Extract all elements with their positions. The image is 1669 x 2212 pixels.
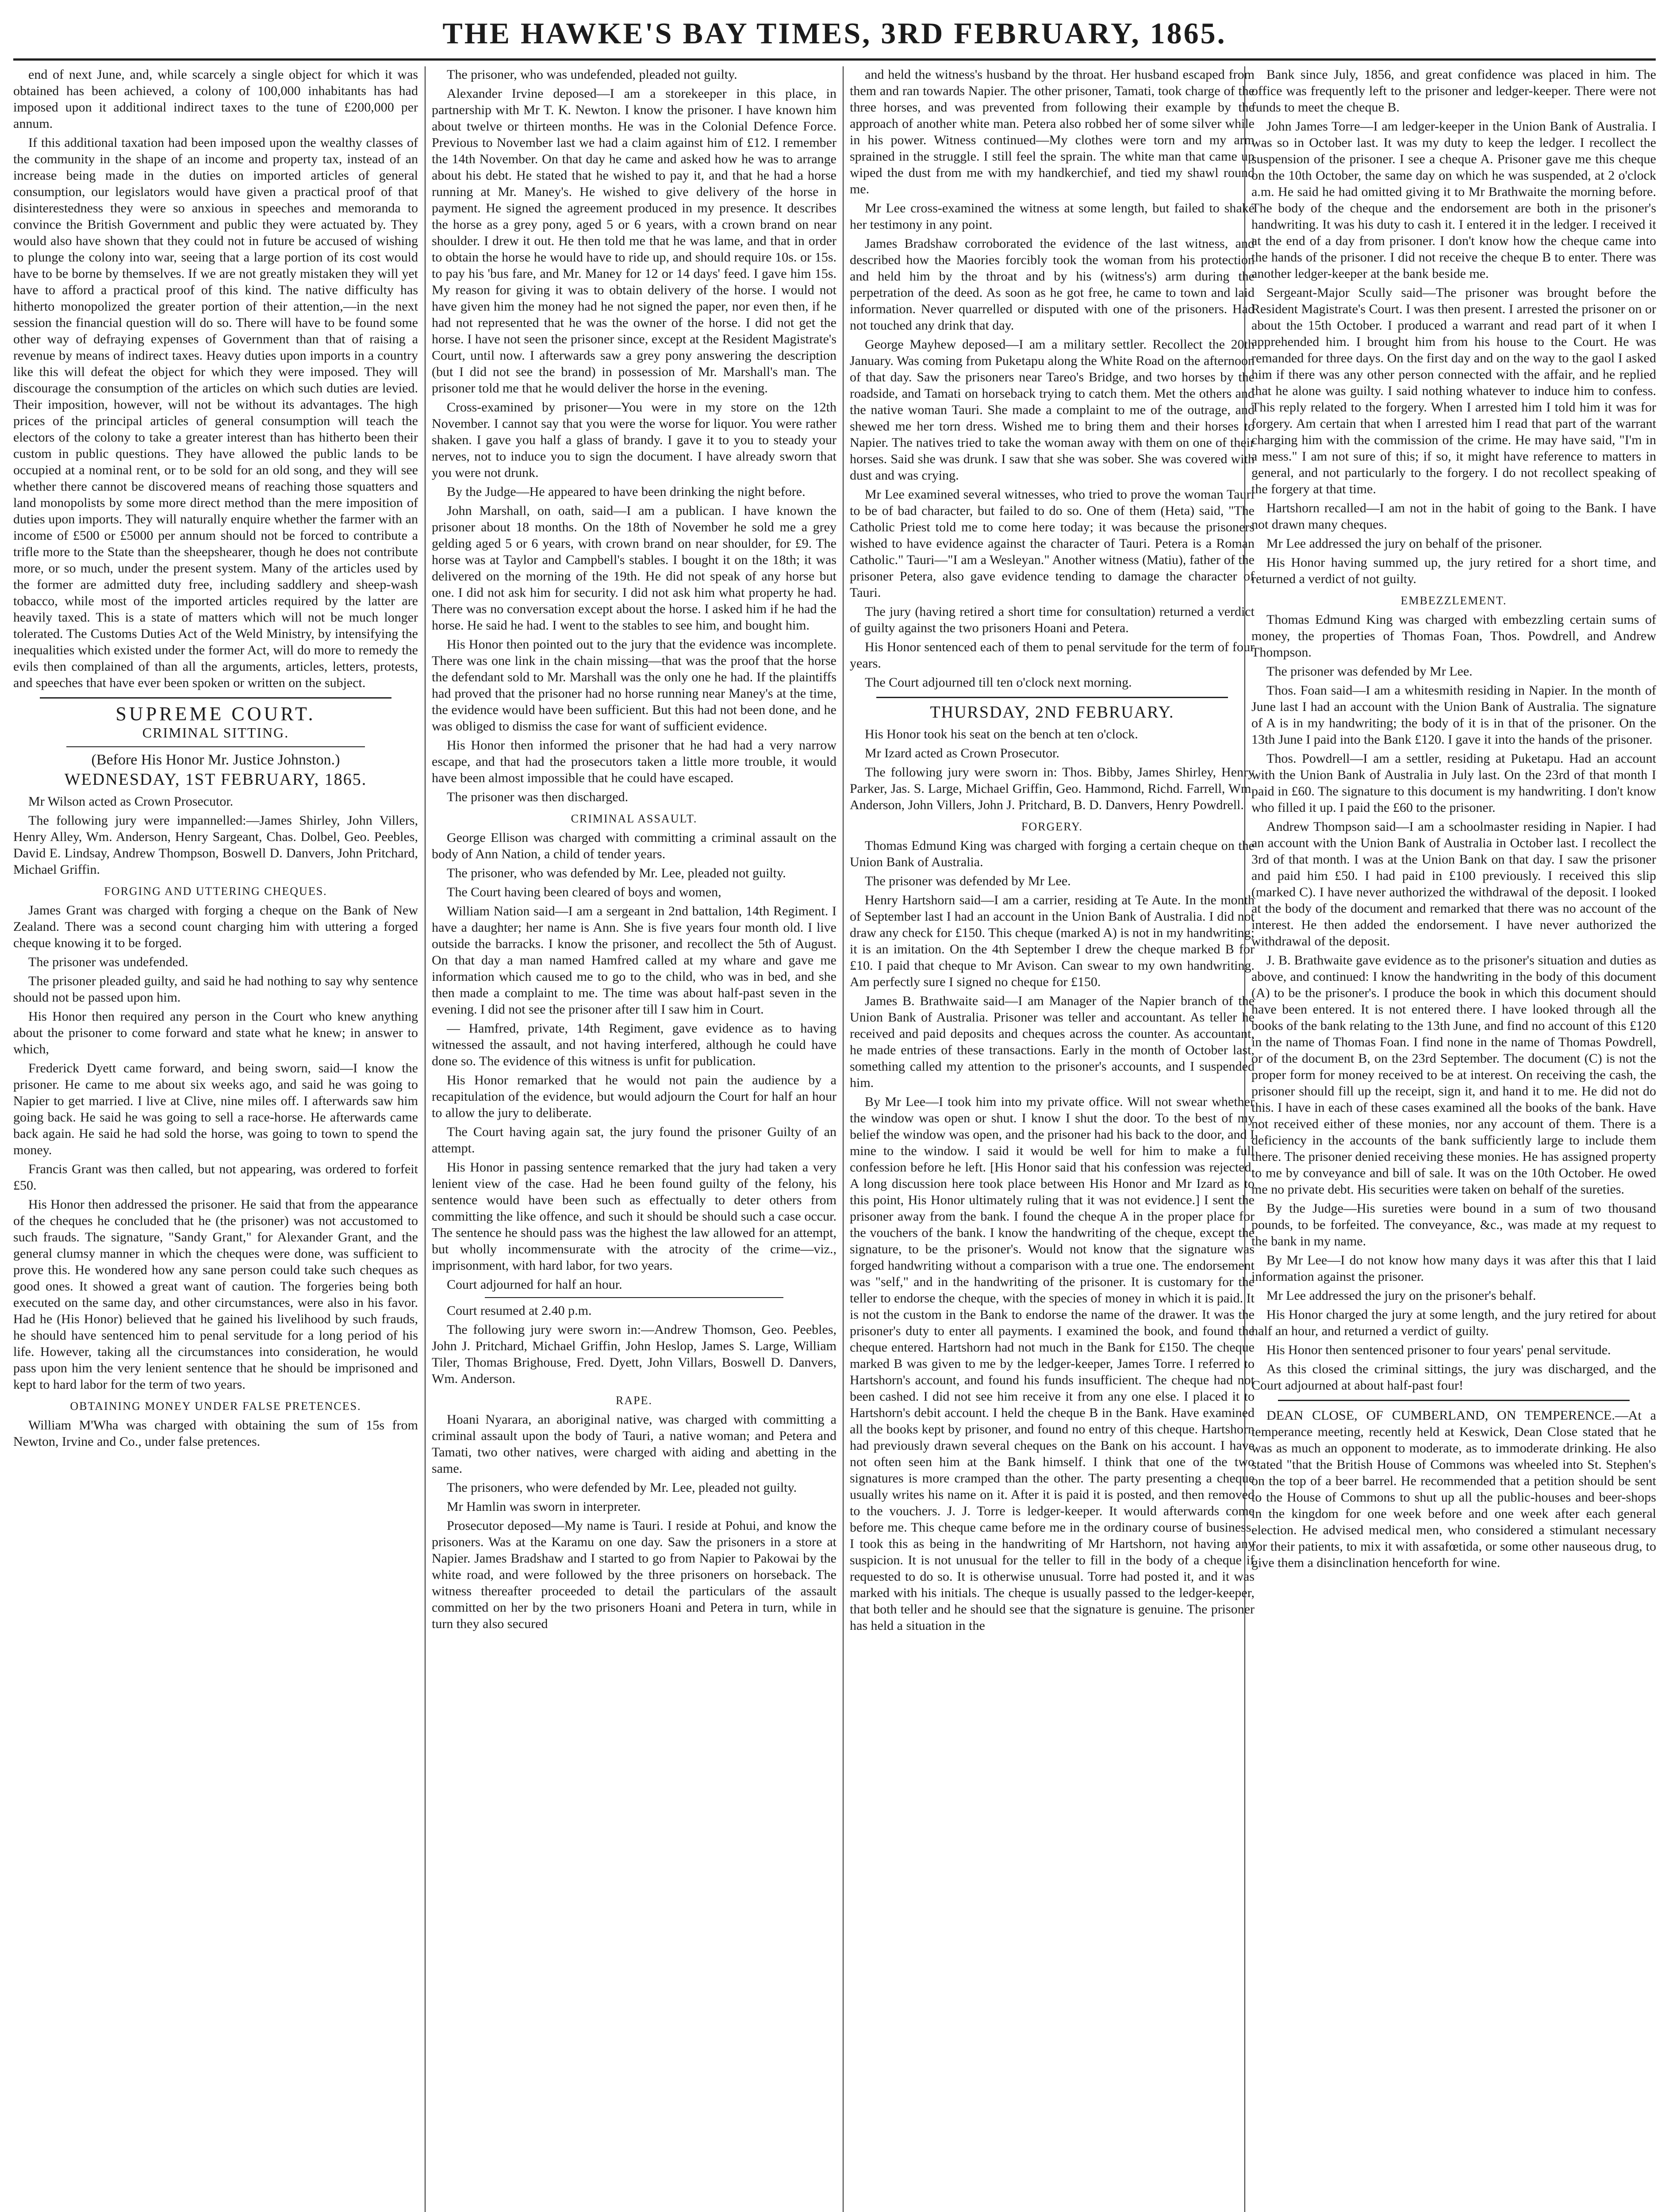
paragraph: Hartshorn recalled—I am not in the habit of going to the Bank. I have not drawn many cheques. [1251, 501, 1656, 532]
paragraph: The following jury were sworn in: Thos. Bibby, James Shirley, Henry Parker, Jas. S. Large, Michael Griffin, Geo. Hammond, Richd. Farrell, Wm. Anderson, John Villers, John J. Pritchard, B. D. Danvers, Henry Powdrell. [850, 765, 1255, 812]
paragraph: John Marshall, on oath, said—I am a publican. I have known the prisoner about 18 months. On the 18th of November he sold me a grey gelding aged 5 or 6 years, with crown brand on near shoulder, for £9. The horse was at Taylor and Campbell's stables. I bought it on the 18th; it was delivered on the morning of the 19th. He did not speak of any horse but one. I did not ask him for security. I did not ask him what property he had. There was no conversation except about the horse. I asked him if he had the horse. He said he had. I went to the stables to see him, and bought him. [432, 503, 836, 633]
paragraph: J. B. Brathwaite gave evidence as to the prisoner's situation and duties as above, and continued: I know the handwriting in the body of this document (A) to be the prisoner's. I produce the book in which this document should have been entered. It is not entered there. I have looked through all the books of the bank relating to the 13th June, and find no account of this £120 in the name of Thomas Foan. I find none in the name of Thomas Powdrell, or of the document B, on the 23rd September. The document (C) is not the proper form for money received to be at interest. On receiving the cash, the prisoner should fill up the receipt, sign it, and hand it to me. He did not do this. I have in each of these cases examined all the books of the bank. Have not received either of these monies, nor any account of them. There is a deficiency in the accounts of the bank sufficiently large to include them there. The prisoner denied receiving these monies. He has assigned property to me by conveyance and bill of sale. It was on the 10th October. He owed me no private debt. His securities were taken on behalf of the sureties. [1251, 953, 1656, 1197]
case-rape [432, 1411, 836, 1632]
paragraph: If this additional taxation had been imposed upon the wealthy classes of the community in the shape of an income and property tax, instead of an increase being made in the duties on imported articles of general consumption, our legislators would have given a practical proof of that disinterestedness they were so anxious in speeches and memoranda to convince the British Government and public they were actuated by. They would also have shown that they could not in future be accused of wishing to plunge the colony into war, seeing that a large portion of its cost would have to be borne by themselves. If we are not greatly mistaken they will yet have to afford a practical proof of this kind. The native difficulty has hitherto monopolized the greater portion of their attention,—in the next session the financial question will do so. There will have to be found some other way of defraying expenses of Government than that of raising a revenue by means of indirect taxes. Heavy duties upon imports in a country like this will defeat the object for which they were imposed. They will discourage the consumption of the articles on which such duties are levied. Their imposition, however, will not be without its advantages. The high prices of the principal articles of general consumption will teach the electors of the colony to take a greater interest than has hitherto been their custom in public questions. They have allowed the public lands to be occupied at a nominal rent, or to be sold for an old song, and they will see whether there cannot be discovered means of reaching those squatters and land monopolists by some more direct method than the mere imposition of duties upon imports. They will naturally enquire whether the farmer with an income of £500 or £5000 per annum should not be forced to contribute a trifle more to the State than the sheepshearer, though he does not contribute more, or so much, under the present system. Many of the articles used by the former are admitted duty free, including saddlery and sheep-wash tobacco, while most of the imported articles required by the latter are heavily taxed. This is a state of matters which will not be much longer tolerated. The Customs Duties Act of the Weld Ministry, by intensifying the inequalities which existed under the former Act, will do more to remedy the evils then complained of than all the arguments, articles, letters, protests, and speeches that have ever been spoken or written on the subject. [13, 135, 418, 690]
paragraph: His Honor remarked that he would not pain the audience by a recapitulation of the evidence, but would adjourn the Court for half an hour to allow the jury to deliberate. [432, 1073, 836, 1120]
paragraph: Alexander Irvine deposed—I am a storekeeper in this place, in partnership with Mr T. K. Newton. I know the prisoner. I have known him about twelve or thirteen months. He was in the Colonial Defence Force. Previous to November last we had a claim against him of £12. I remember the 14th November. On that day he came and asked how he was to arrange about his debt. He stated that he wished to pay it, and that he had a horse running at Mr. Maney's. He wished to give delivery of the horse in payment. He signed the agreement produced in my presence. It describes the horse as a grey pony, aged 5 or 6 years, with a crown brand on near shoulder. I drew it out. He then told me that he was lame, and that in order to obtain the horse he would have to ride up, and should require 10s. or 15s. to pay his 'bus fare, and Mr. Maney for 12 or 14 days' feed. I gave him 15s. My reason for giving it was to obtain delivery of the horse. I would not have given him the money had he not signed the paper, nor even then, if he had not represented that he was the owner of the horse. I did not get the horse. I have not seen the prisoner since, except at the Resident Magistrate's Court, until now. I afterwards saw a grey pony answering the description (but I did not see the brand) in possession of Mr. Marshall's man. The prisoner told me that he would deliver the horse in the evening. [432, 86, 836, 396]
paragraph: John James Torre—I am ledger-keeper in the Union Bank of Australia. I was so in October last. It was my duty to keep the ledger. I recollect the suspension of the prisoner. I see a cheque A. Prisoner gave me this cheque on the 10th October, the same day on which he was suspended, at 2 o'clock a.m. He said he had omitted giving it to Mr Brathwaite the morning before. The body of the cheque and the endorsement are both in the prisoner's handwriting. It was his duty to cash it. I entered it in the ledger. I received it at the end of a day from prisoner. I don't know how the cheque came into the hands of the prisoner. I did not receive the cheque B to enter. There was another ledger-keeper at the bank beside me. [1251, 119, 1656, 281]
masthead: THE HAWKE'S BAY TIMES, 3RD FEBRUARY, 1865. [442, 16, 1227, 50]
paragraph: The jury (having retired a short time for consultation) returned a verdict of guilty against the two prisoners Hoani and Petera. [850, 604, 1255, 635]
column-rule [425, 66, 426, 2212]
paragraph: William Nation said—I am a sergeant in 2nd battalion, 14th Regiment. I have a daughter; her name is Ann. She is five years four month old. I live outside the barracks. I know the prisoner, and recollect the 5th of August. On that day a man named Hamfred called at my whare and gave me information which caused me to go to the child, who was in bed, and she then made a complaint to me. The time was about half-past seven in the evening. I did not see the prisoner after till I saw him in Court. [432, 904, 836, 1017]
paragraph: His Honor took his seat on the bench at ten o'clock. [865, 727, 1138, 741]
court-before: (Before His Honor Mr. Justice Johnston.) [91, 752, 340, 768]
article-dean-close [1251, 1407, 1656, 1571]
case-heading: FORGERY. [1021, 820, 1083, 833]
paragraph: Thos. Powdrell—I am a settler, residing at Puketapu. Had an account with the Union Bank of Australia in July last. On the 23rd of that month I paid in £60. The signature to this document is my handwriting. I don't know who filled it up. I paid the £60 to the prisoner. [1251, 751, 1656, 815]
paragraph: end of next June, and, while scarcely a single object for which it was obtained has been achieved, a colony of 100,000 inhabitants has had imposed upon it additional indirect taxes to the tune of £200,000 per annum. [13, 67, 418, 131]
case-assault [432, 830, 836, 1293]
paragraph: George Ellison was charged with committing a criminal assault on the body of Ann Nation, a child of tender years. [432, 830, 836, 861]
case-forgery [850, 837, 1255, 1634]
paragraph: Henry Hartshorn said—I am a carrier, residing at Te Aute. In the month of September last I had an account in the Union Bank of Australia. I did not draw any check for £150. This cheque (marked A) is not in my handwriting; it is an imitation. On the 4th September I drew the cheque marked B for £10. I paid that cheque to Mr Avison. Can swear to my own handwriting. Am perfectly sure I signed no cheque for £150. [850, 893, 1255, 989]
section-rule [876, 697, 1228, 698]
paragraph: Bank since July, 1856, and great confidence was placed in him. The office was frequently left to the prisoner and ledger-keeper. There were not funds to meet the cheque B. [1251, 67, 1656, 115]
paragraph: His Honor then required any person in the Court who knew anything about the prisoner to come forward and state what he knew; in answer to which, [13, 1009, 418, 1056]
section-rule [1278, 1400, 1630, 1401]
column-1 [13, 66, 418, 2212]
case-heading: RAPE. [616, 1394, 652, 1407]
case-false-pretences [13, 1417, 418, 1450]
paragraph: Thomas Edmund King was charged with forging a certain cheque on the Union Bank of Australia. [850, 838, 1255, 869]
court-resumed [432, 1302, 836, 1387]
paragraph: The Court having again sat, the jury found the prisoner Guilty of an attempt. [432, 1125, 836, 1156]
section-title: SUPREME COURT. [115, 703, 316, 725]
paragraph: His Honor then sentenced prisoner to four years' penal servitude. [1266, 1343, 1611, 1357]
paragraph: The prisoners, who were defended by Mr. Lee, pleaded not guilty. [447, 1480, 797, 1495]
paragraph: Mr Lee examined several witnesses, who tried to prove the woman Tauri to be of bad character, but failed to do so. One of them (Heta) said, "The Catholic Priest told me to come here today; it was because the prisoners wished to have evidence against the character of Tauri. Petera is a Roman Catholic." Tauri—"I am a Wesleyan." Another witness (Matiu), father of the prisoner Petera, also gave evidence tending to damage the character of Tauri. [850, 487, 1255, 600]
paragraph: His Honor then addressed the prisoner. He said that from the appearance of the cheques he concluded that he (the prisoner) was not accustomed to such frauds. The signature, "Sandy Grant," for Alexander Grant, and the general clumsy manner in which the cheques were done, was sufficient to prove this. He wondered how any sane person could take such cheques as good ones. It showed a great want of caution. The forgeries being both executed on the same day, and other circumstances, were also in his favor. Had he (His Honor) believed that he gained his livelihood by such frauds, he should have sentenced him to penal servitude for a long period of his life. However, taking all the circumstances into consideration, he would pass upon him the very lenient sentence that he should be imprisoned and kept to hard labor for the term of two years. [13, 1197, 418, 1392]
paragraph: As this closed the criminal sittings, the jury was discharged, and the Court adjourned at about half-past four! [1251, 1362, 1656, 1393]
column-3 [850, 66, 1255, 2212]
divider [485, 1297, 783, 1298]
paragraph: The following jury were sworn in:—Andrew Thomson, Geo. Peebles, John J. Pritchard, Michael Griffin, John Heslop, James S. Large, William Tiler, Thomas Brighouse, Fred. Dyett, John Villars, Boswell D. Danvers, Wm. Anderson. [432, 1322, 836, 1386]
paragraph: The prisoner, who was defended by Mr. Lee, pleaded not guilty. [447, 866, 786, 880]
paragraph: Court resumed at 2.40 p.m. [447, 1303, 592, 1318]
paragraph: DEAN CLOSE, OF CUMBERLAND, ON TEMPERENCE.—At a temperance meeting, recently held at Keswick, Dean Close stated that he was as much an opponent to moderate, as to immoderate drinking. He also stated "that the British House of Commons was wheeled into St. Stephen's on the top of a beer barrel. He recommended that a petition should be sent to the House of Commons to shut up all the public-houses and beer-shops in the kingdom for one week before and one week after each general election. He advised medical men, who considered a stimulant necessary for their patients, to mix it with assafœtida, or some other nauseous drug, to give them a disinclination henceforth for wine. [1251, 1408, 1656, 1570]
section-subtitle: CRIMINAL SITTING. [142, 725, 289, 741]
paragraph: The following jury were impannelled:—James Shirley, John Villers, Henry Alley, Wm. Anderson, Henry Sargeant, Chas. Dolbel, Geo. Peebles, David E. Lindsay, Andrew Thompson, Boswell D. Danvers, John Pritchard, Michael Griffin. [13, 813, 418, 877]
divider [66, 746, 365, 747]
paragraph: The prisoner was then discharged. [447, 790, 629, 804]
paragraph: The prisoner pleaded guilty, and said he had nothing to say why sentence should not be passed upon him. [13, 974, 418, 1005]
court-date: WEDNESDAY, 1ST FEBRUARY, 1865. [64, 770, 367, 789]
section-rule [40, 697, 391, 699]
case-embezzlement [1251, 611, 1656, 1394]
paragraph: Court adjourned for half an hour. [447, 1277, 622, 1292]
paragraph: James Bradshaw corroborated the evidence of the last witness, and described how the Maories forcibly took the woman from his protection and held him by the throat and by his (witness's) arm during the perpetration of the deed. As soon as he got free, he came to town and laid information. Never quarrelled or disputed with one of the prisoners. Had not touched any drink that day. [850, 236, 1255, 333]
paragraph: The prisoner was defended by Mr Lee. [1266, 664, 1473, 679]
court-intro [13, 793, 418, 878]
paragraph: Prosecutor deposed—My name is Tauri. I reside at Pohui, and know the prisoners. Was at the Karamu on one day. Saw the prisoners in a store at Napier. James Bradshaw and I started to go from Napier to Pakowai by the white road, and were followed by the three prisoners on horseback. The witness thereafter proceeded to detail the particulars of the assault committed on her by the two prisoners Hoani and Petera in turn, while in turn they also secured [432, 1518, 836, 1631]
paragraph: By Mr Lee—I do not know how many days it was after this that I laid information against the prisoner. [1251, 1253, 1656, 1284]
case-heading: FORGING AND UTTERING CHEQUES. [104, 885, 327, 898]
paragraph: James B. Brathwaite said—I am Manager of the Napier branch of the Union Bank of Australia. Prisoner was teller and accountant. As teller he received and paid deposits and cheques across the counter. As accountant, he made entries of these transactions. Early in the month of October last, something called my attention to the prisoner's accounts, and I suspended him. [850, 994, 1255, 1090]
paragraph: — Hamfred, private, 14th Regiment, gave evidence as to having witnessed the assault, and not having interfered, although he could have done so. The evidence of this witness is unfit for publication. [432, 1021, 836, 1068]
column-rule [843, 66, 844, 2212]
case-forgery-cont [1251, 66, 1656, 587]
paragraph: Frederick Dyett came forward, and being sworn, said—I know the prisoner. He came to me about six weeks ago, and said he was going to Napier to get married. I live at Clive, nine miles off. I afterwards saw him going back. He said he was going to sell a race-horse. He afterwards came back again. He said he had sold the horse, was going to town to spend the money. [13, 1061, 418, 1157]
paragraph: His Honor then pointed out to the jury that the evidence was incomplete. There was one link in the chain missing—that was the proof that the horse the defendant sold to Mr. Marshall was the only one he had. If the plaintiffs had proved that the prisoner had no horse running near Maney's at the time, the evidence would have been sufficient. But this had not been done, and he was obliged to dismiss the case for want of sufficient evidence. [432, 637, 836, 733]
paragraph: His Honor sentenced each of them to penal servitude for the term of four years. [850, 640, 1255, 671]
court-date: THURSDAY, 2ND FEBRUARY. [930, 703, 1174, 722]
case-heading: CRIMINAL ASSAULT. [571, 812, 698, 825]
paragraph: Thomas Edmund King was charged with embezzling certain sums of money, the properties of Thomas Foan, Thos. Powdrell, and Andrew Thompson. [1251, 612, 1656, 660]
paragraph: Thos. Foan said—I am a whitesmith residing in Napier. In the month of June last I had an account with the Union Bank of Australia. The signature of A is in my handwriting; the body of it is in that of the prisoner. On the 13th June I paid into the Bank £120. I gave it into the hands of the prisoner. [1251, 683, 1656, 747]
column-4 [1251, 66, 1656, 2212]
paragraph: William M'Wha was charged with obtaining the sum of 15s from Newton, Irvine and Co., under false pretences. [13, 1418, 418, 1449]
paragraph: His Honor in passing sentence remarked that the jury had taken a very lenient view of the case. Had he been found guilty of the felony, his sentence would have been such as effectually to deter others from committing the like offence, and such it should be should such a case occur. The sentence he should pass was the highest the law allowed for an attempt, but wholly incommensurate with the atrocity of the crime—viz., imprisonment, with hard labor, for two years. [432, 1160, 836, 1273]
paragraph: George Mayhew deposed—I am a military settler. Recollect the 20th January. Was coming from Puketapu along the White Road on the afternoon of that day. Saw the prisoners near Tareo's Bridge, and two horses by the roadside, and Tamati on horseback trying to catch them. Met the others and the native woman Tauri. She made a complaint to me of the outrage, and shewed me her torn dress. Wished me to bring them and their horses to Napier. The natives tried to take the woman away with them on one of their horses. Said she was drunk. I saw that she was sober. She was covered with dust and was crying. [850, 337, 1255, 483]
paragraph: Hoani Nyarara, an aboriginal native, was charged with committing a criminal assault upon the body of Tauri, a native woman; and Petera and Tamati, two other natives, were charged with aiding and abetting in the same. [432, 1412, 836, 1476]
paragraph: The Court having been cleared of boys and women, [447, 885, 721, 899]
court-intro [850, 726, 1255, 813]
masthead-rule [13, 58, 1656, 61]
paragraph: Sergeant-Major Scully said—The prisoner was brought before the Resident Magistrate's Court. I was then present. I arrested the prisoner on or about the 15th October. I produced a warrant and read part of it when I apprehended him. I brought him from his house to the Court. He was remanded for three days. On the first day and on the way to the gaol I asked him if there was any other person connected with the affair, and he replied that he alone was guilty. I said nothing whatever to induce him to confess. This reply related to the forgery. When I arrested him I told him it was for forgery. Am certain that when I arrested him I read that part of the warrant charging him with the commission of the crime. He may have said, "I'm in a mess." I am not sure of this; if so, it might have reference to matters in general, and not particularly to the forgery. I do not recollect speaking of the forgery at that time. [1251, 285, 1656, 496]
paragraph: Mr Lee addressed the jury on behalf of the prisoner. [1266, 536, 1542, 551]
paragraph: The prisoner was undefended. [28, 955, 188, 969]
paragraph: Francis Grant was then called, but not appearing, was ordered to forfeit £50. [13, 1162, 418, 1193]
case-false-pretences-cont [432, 66, 836, 805]
paragraph: and held the witness's husband by the throat. Her husband escaped from them and ran towards Napier. The other prisoner, Tamati, took charge of the three horses, and was prevented from following their example by the approach of another white man. Petera also robbed her of some silver while in his power. Witness continued—My clothes were torn and my arm sprained in the struggle. I still feel the sprain. The white man that came up wiped the dust from me with my handkerchief, and tied my shawl round me. [850, 67, 1255, 196]
paragraph: His Honor charged the jury at some length, and the jury retired for about half an hour, and returned a verdict of guilty. [1251, 1307, 1656, 1338]
paragraph: His Honor then informed the prisoner that he had had a very narrow escape, and that had the prosecutors taken a little more trouble, it would have been almost impossible that he could have escaped. [432, 738, 836, 785]
paragraph: The Court adjourned till ten o'clock next morning. [865, 675, 1132, 690]
paragraph: Cross-examined by prisoner—You were in my store on the 12th November. I cannot say that you were the worse for liquor. You were rather shaken. I gave you half a glass of brandy. I gave it to you to steady your nerves, not to induce you to sign the document. I have already sworn that you were not drunk. [432, 400, 836, 480]
paragraph: Mr Lee addressed the jury on the prisoner's behalf. [1266, 1288, 1536, 1303]
paragraph: Mr Hamlin was sworn in interpreter. [447, 1499, 641, 1514]
paragraph: Mr Izard acted as Crown Prosecutor. [865, 746, 1059, 760]
paragraph: By the Judge—He appeared to have been drinking the night before. [447, 484, 806, 499]
paragraph: His Honor having summed up, the jury retired for a short time, and returned a verdict of not guilty. [1251, 555, 1656, 586]
case-rape-cont [850, 66, 1255, 691]
case-heading: EMBEZZLEMENT. [1400, 594, 1507, 607]
paragraph: By the Judge—His sureties were bound in a sum of two thousand pounds, to be forfeited. The conveyance, &c., was made at my request to the bank in my name. [1251, 1201, 1656, 1248]
paragraph: Mr Lee cross-examined the witness at some length, but failed to shake her testimony in any point. [850, 201, 1255, 232]
paragraph: Mr Wilson acted as Crown Prosecutor. [28, 794, 234, 809]
paragraph: Andrew Thompson said—I am a schoolmaster residing in Napier. I had an account with the Union Bank of Australia in October last. I recollect the 3rd of that month. I was at the Union Bank on that day. I saw the prisoner and paid him £50. I had paid in £100 previously. I received this slip (marked C). I have never authorized the withdrawal of the deposit. I looked at the body of the document and remarked that there was no account of the interest. He then added the endorsement. I have never authorized the withdrawal of the deposit. [1251, 819, 1656, 949]
editorial-taxation [13, 66, 418, 691]
paragraph: James Grant was charged with forging a cheque on the Bank of New Zealand. There was a second count charging him with uttering a forged cheque knowing it to be forged. [13, 903, 418, 950]
paragraph: The prisoner was defended by Mr Lee. [865, 874, 1071, 888]
case-heading: OBTAINING MONEY UNDER FALSE PRETENCES. [70, 1400, 361, 1413]
paragraph: By Mr Lee—I took him into my private office. Will not swear whether the window was open or shut. I know I shut the door. To the best of my belief the window was open, and the prisoner had his back to the door, and I mine to the window. I said it would be well for him to make a full confession before he left. [His Honor said that his confession was rejected. A long discussion here took place between His Honor and Mr Izard as to this point, His Honor ultimately ruling that it was not evidence.] I sent the prisoner away from the bank. I found the cheque A in the proper place for the vouchers of the bank. I know the handwriting of the cheque, except the signature, to be the prisoner's. Would not know that the signature was forged handwriting without a comparison with a true one. The endorsement was "self," and in the handwriting of the prisoner. It is customary for the teller to endorse the cheque, with the species of money in which it is paid. It is not the custom in the Bank to endorse the name of the drawer. It was the prisoner's duty to enter all payments. I examined the book, and found the cheque entered. Hartshorn had not much in the Bank for £150. The cheque marked B was given to me by the ledger-keeper, James Torre. I referred to Hartshorn's account, and found his funds insufficient. The cheque had not been cashed. I did not see him receive it from any one else. I placed it to Hartshorn's debit account. I held the cheque B in the Bank. Have examined all the books kept by prisoner, and found no entry of this cheque. Hartshorn had previously drawn several cheques on the Bank on his account. I have not often seen him at the Bank himself. I think that one of the two signatures is more cramped than the other. The party presenting a cheque usually writes his name on it. After it is paid it is posted, and then removed to the vouchers. J. J. Torre is ledger-keeper. It would afterwards come before me. This cheque came before me in the ordinary course of business. I took this as being in the handwriting of Mr Hartshorn, not having any suspicion. It is not unusual for the teller to fill in the body of a cheque if requested to do so. It is otherwise unusual. Torre had posted it, and it was marked with his initials. The cheque is usually passed to the ledger-keeper, that both teller and he should see that the signature is genuine. The prisoner has held a situation in the [850, 1094, 1255, 1633]
paragraph: The prisoner, who was undefended, pleaded not guilty. [447, 67, 737, 82]
column-2 [432, 66, 836, 2212]
case-forging [13, 902, 418, 1393]
